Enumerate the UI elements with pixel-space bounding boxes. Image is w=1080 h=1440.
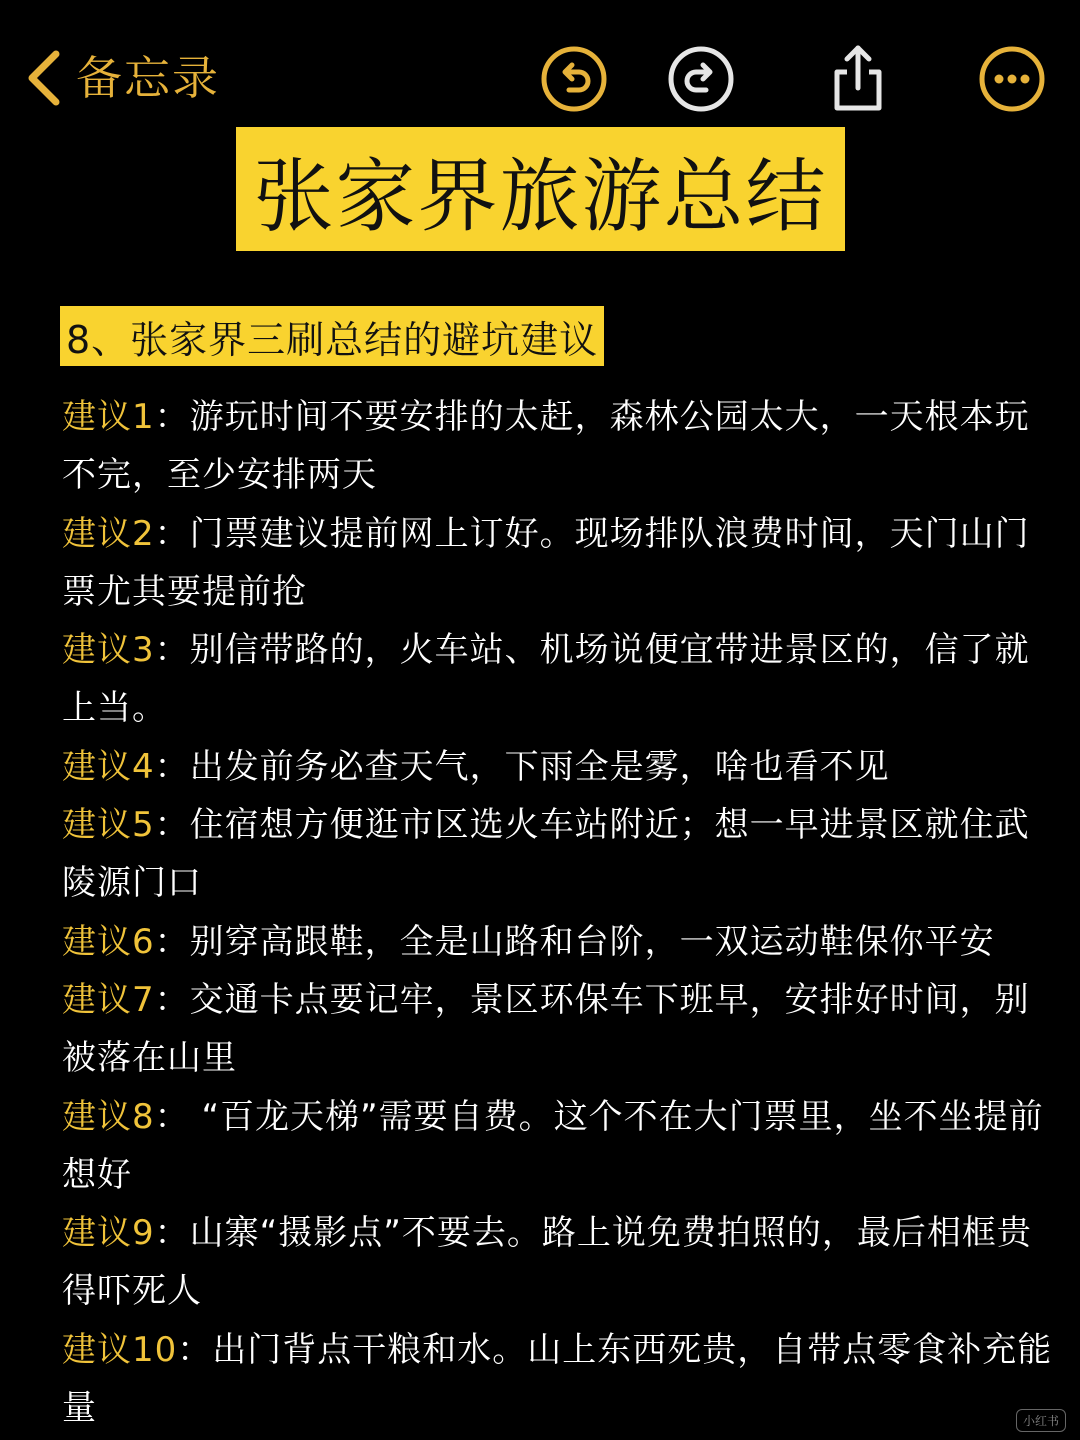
section-heading: 8、张家界三刷总结的避坑建议 bbox=[66, 317, 599, 362]
watermark: 小红书 bbox=[1016, 1409, 1066, 1432]
back-button[interactable] bbox=[20, 46, 220, 110]
list-item bbox=[62, 1321, 1058, 1438]
share-button[interactable] bbox=[823, 44, 893, 114]
item-key: 建议10 bbox=[62, 1329, 178, 1370]
chevron-left-icon bbox=[20, 46, 68, 110]
note-body[interactable] bbox=[62, 388, 1058, 1437]
more-icon bbox=[977, 44, 1047, 114]
item-key: 建议9 bbox=[62, 1213, 155, 1254]
item-text: 别穿高跟鞋，全是山路和台阶，一双运动鞋保你平安 bbox=[189, 921, 995, 962]
item-separator: ： bbox=[154, 1213, 190, 1254]
item-key: 建议8 bbox=[62, 1096, 155, 1137]
item-key: 建议5 bbox=[62, 805, 155, 846]
undo-icon bbox=[539, 44, 609, 114]
item-text: “百龙天梯”需要自费。这个不在大门票里，坐不坐提前想好 bbox=[62, 1096, 1044, 1195]
item-text: 交通卡点要记牢，景区环保车下班早，安排好时间，别被落在山里 bbox=[62, 979, 1030, 1079]
item-separator: ： bbox=[154, 630, 190, 671]
section-heading-highlight bbox=[60, 306, 604, 366]
list-item bbox=[62, 388, 1058, 505]
note-title-highlight bbox=[236, 127, 845, 251]
more-button[interactable] bbox=[977, 44, 1047, 114]
item-text: 游玩时间不要安排的太赶，森林公园太大，一天根本玩不完，至少安排两天 bbox=[62, 397, 1030, 496]
list-item bbox=[62, 621, 1058, 738]
item-text: 出发前务必查天气，下雨全是雾，啥也看不见 bbox=[189, 746, 890, 787]
item-text: 别信带路的，火车站、机场说便宜带进景区的，信了就上当。 bbox=[62, 630, 1030, 729]
item-key: 建议2 bbox=[62, 513, 155, 554]
item-text: 门票建议提前网上订好。现场排队浪费时间，天门山门票尤其要提前抢 bbox=[62, 513, 1030, 612]
item-key: 建议1 bbox=[62, 397, 155, 437]
item-text: 山寨“摄影点”不要去。路上说免费拍照的，最后相框贵得吓死人 bbox=[62, 1213, 1032, 1312]
item-separator: ： bbox=[154, 513, 190, 554]
list-item bbox=[62, 1204, 1058, 1321]
list-item bbox=[62, 1088, 1058, 1205]
item-separator: ： bbox=[154, 397, 190, 437]
item-separator: ： bbox=[177, 1329, 213, 1370]
share-icon bbox=[823, 44, 893, 114]
list-item bbox=[62, 505, 1058, 622]
list-item bbox=[62, 971, 1058, 1088]
item-text: 出门背点干粮和水。山上东西死贵，自带点零食补充能量 bbox=[62, 1329, 1053, 1429]
item-key: 建议4 bbox=[62, 746, 155, 787]
list-item bbox=[62, 913, 1058, 971]
note-title: 张家界旅游总结 bbox=[253, 149, 828, 243]
back-button-label: 备忘录 bbox=[76, 51, 220, 105]
item-key: 建议3 bbox=[62, 630, 155, 671]
item-text: 住宿想方便逛市区选火车站附近；想一早进景区就住武陵源门口 bbox=[62, 805, 1030, 904]
item-separator: ： bbox=[154, 746, 190, 787]
redo-button[interactable] bbox=[666, 44, 736, 114]
redo-icon bbox=[666, 44, 736, 114]
list-item bbox=[62, 738, 1058, 796]
item-separator: ： bbox=[154, 1096, 190, 1137]
list-item bbox=[62, 796, 1058, 913]
item-key: 建议7 bbox=[62, 979, 155, 1020]
item-key: 建议6 bbox=[62, 921, 155, 962]
undo-button[interactable] bbox=[539, 44, 609, 114]
item-separator: ： bbox=[154, 921, 190, 962]
item-separator: ： bbox=[154, 805, 190, 846]
item-separator: ： bbox=[154, 979, 190, 1020]
